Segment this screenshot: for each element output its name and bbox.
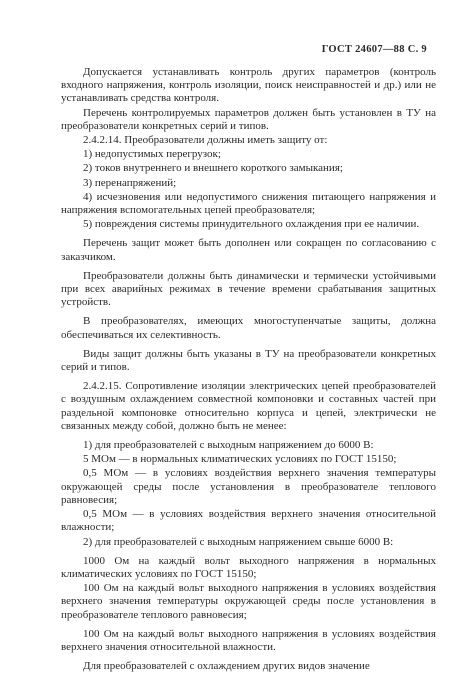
list-item: 1) для преобразователей с выходным напряжением до 6000 В: [83,439,374,452]
paragraph: 1000 Ом на каждый вольт выходного напряжения в нормальных климатических условиях по ГОСТ 15150; [61,554,436,580]
list-item: 5) повреждения системы принудительного охлаждения при ее наличии. [83,218,420,231]
page-header: ГОСТ 24607—88 С. 9 [321,44,427,55]
paragraph: Для преобразователей с охлаждением других видов значение [83,660,370,673]
clause-heading: 2.4.2.15. Сопротивление изоляции электрических цепей преобразователей с воздушным охлаждением совместной компоновки и составных частей при раздельной компоновке относительно корпуса и цепей, электрически не связанных между собой, должно быть не менее: [61,380,436,432]
list-item: 2) для преобразователей с выходным напряжением свыше 6000 В: [83,535,394,548]
document-body [61,66,436,674]
list-item: 3) перенапряжений; [83,176,177,189]
paragraph: Перечень контролируемых параметров должен быть установлен в ТУ на преобразователи конкретных серий и типов. [61,106,436,132]
paragraph: 0,5 МОм — в условиях воздействия верхнего значения температуры окружающей среды после установления в преобразователе теплового равновесия; [61,467,436,506]
paragraph: 0,5 МОм — в условиях воздействия верхнего значения относительной влажности; [61,508,436,534]
list-item: 2) токов внутреннего и внешнего короткого замыкания; [83,162,343,175]
paragraph: 5 МОм — в нормальных климатических условиях по ГОСТ 15150; [83,453,397,466]
paragraph: В преобразователях, имеющих многоступенчатые защиты, должна обеспечиваться их селективность. [61,315,436,341]
paragraph: Перечень защит может быть дополнен или сокращен по согласованию с заказчиком. [61,237,436,263]
list-item: 1) недопустимых перегрузок; [83,148,221,161]
clause-heading: 2.4.2.14. Преобразователи должны иметь защиту от: [83,134,328,147]
paragraph: Допускается устанавливать контроль других параметров (контроль входного напряжения, контроль изоляции, поиск неисправностей и др.) или не устанавливать средства контроля. [61,66,436,105]
list-item: 4) исчезновения или недопустимого снижения питающего напряжения и напряжения вспомогательных цепей преобразователя; [61,190,436,217]
paragraph: Виды защит должны быть указаны в ТУ на преобразователи конкретных серий и типов. [61,347,436,374]
paragraph: 100 Ом на каждый вольт выходного напряжения в условиях воздействия верхнего значения относительной влажности. [61,627,436,653]
paragraph: Преобразователи должны быть динамически и термически устойчивыми при всех аварийных режимах в течение времени срабатывания защитных устройств. [61,269,436,309]
paragraph: 100 Ом на каждый вольт выходного напряжения в условиях воздействия верхнего значения температуры окружающей среды после установления в преобразователе теплового равновесия; [61,582,436,621]
